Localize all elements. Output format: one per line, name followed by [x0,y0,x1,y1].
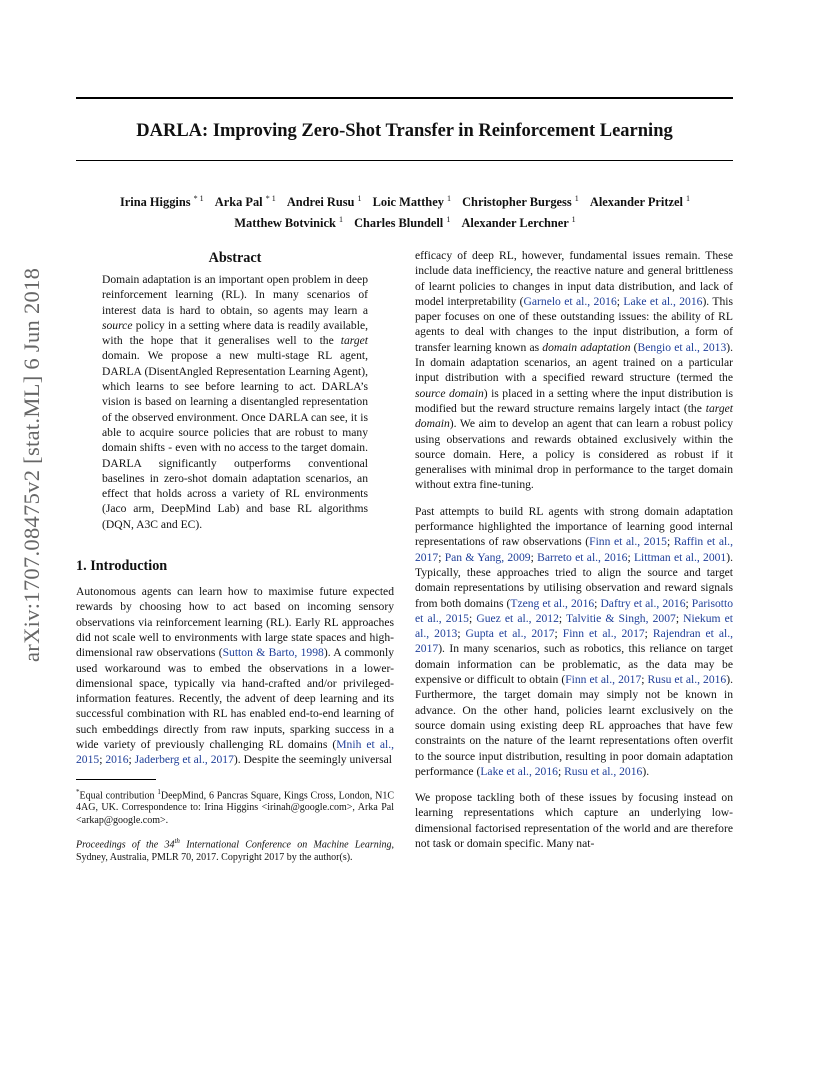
citation-link[interactable]: Rajendran et al., 2017 [415,627,734,656]
author: Matthew Botvinick $^1$ [234,215,343,231]
footnote-affiliation: *Equal contribution $^1$DeepMind, 6 Pancras Square, Kings Cross, London, N1C 4AG, UK. Correspondence to: Irina Higgins <irinah@google.com>, Arka Pal <arkap@google.com>. [76,787,394,826]
citation-link[interactable]: Rusu et al., 2016 [647,673,727,687]
footnote-rule [76,779,156,780]
author: Andrei Rusu $^1$ [286,194,362,210]
citation-link[interactable]: Barreto et al., 2016 [537,550,628,564]
citation-link[interactable]: Gupta et al., 2017 [465,627,555,641]
author: Charles Blundell $^1$ [354,215,451,231]
citation-link[interactable]: Pan & Yang, 2009 [444,550,531,564]
citation-link[interactable]: Mnih et al., 2015 [76,738,394,767]
arxiv-id-text: arXiv:1707.08475v2 [stat.ML] 6 Jun 2018 [19,267,44,662]
author: Loic Matthey $^1$ [372,194,451,210]
intro-paragraph: Autonomous agents can learn how to maximise future expected rewards by choosing how to act based on incoming sensory observations via reinforcement learning (RL). Early RL approaches did not scale well to environments with large state spaces and high-dimensional raw observations (Sutton & Barto, 1998). A commonly used workaround was to embed the observations in a lower-dimensional space, typically via hand-crafted and/or privileged-information features. Recently, the advent of deep learning and its successful combination with RL has enabled end-to-end learning of such embeddings directly from raw inputs, sparking success in a wide variety of previously challenging RL domains (Mnih et al., 2015; 2016; Jaderberg et al., 2017). Despite the seemingly universal [76,585,394,767]
abstract-text: Domain adaptation is an important open problem in deep reinforcement learning (RL). In many scenarios of interest data is hard to obtain, so agents may learn a source policy in a setting where data is readily available, with the hope that it generalises well to the target domain. We propose a new multi-stage RL agent, DARLA (DisentAngled Representation Learning Agent), which learns to see before learning to act. DARLA’s vision is based on learning a disentangled representation of the observed environment. Once DARLA can see, it is able to acquire source policies that are robust to many domain shifts - even with no access to the target domain. DARLA significantly outperforms conventional baselines in zero-shot domain adaptation scenarios, an effect that holds across a variety of RL environments (Jaco arm, DeepMind Lab) and base RL algorithms (DQN, A3C and EC). [102,273,368,531]
citation-link[interactable]: Rusu et al., 2016 [564,764,643,778]
body-paragraph: Past attempts to build RL agents with strong domain adaptation performance highlighted the importance of learning good internal representations of raw observations (Finn et al., 2015; Raffin et al., 2017; Pan & Yang, 2009; Barreto et al., 2016; Littman et al., 2001). Typically, these approaches tried to align the source and target domain representations by utilising observation and reward signals from both domains (Tzeng et al., 2016; Daftry et al., 2016; Parisotto et al., 2015; Guez et al., 2012; Talvitie & Singh, 2007; Niekum et al., 2013; Gupta et al., 2017; Finn et al., 2017; Rajendran et al., 2017). In many scenarios, such as robotics, this reliance on target domain information can be problematic, as the data may be expensive or difficult to obtain (Finn et al., 2017; Rusu et al., 2016). Furthermore, the target domain may simply not be known in advance. On the other hand, policies learnt exclusively on the source domain using existing deep RL approaches that have few constraints on the nature of the learnt representations often overfit to the source input distribution, resulting in poor domain adaptation performance (Lake et al., 2016; Rusu et al., 2016). [415,504,734,778]
paper-title: DARLA: Improving Zero-Shot Transfer in Reinforcement Learning [136,121,673,141]
right-column [415,248,733,862]
section-heading-introduction: 1. Introduction [76,558,168,575]
citation-link[interactable]: Finn et al., 2017 [565,673,642,687]
left-column [76,248,394,873]
citation-link[interactable]: Lake et al., 2016 [480,764,558,778]
title-rule-top [76,97,733,99]
author: Arka Pal $^{* 1}$ [214,194,276,210]
author-line-1 [60,190,750,211]
citation-link[interactable]: Littman et al., 2001 [633,550,727,564]
citation-link[interactable]: Parisotto et al., 2015 [415,596,734,625]
citation-link[interactable]: Tzeng et al., 2016 [510,596,595,610]
citation-link[interactable]: Finn et al., 2015 [589,535,667,549]
citation-link[interactable]: Finn et al., 2017 [562,627,645,641]
citation-link[interactable]: Bengio et al., 2013 [637,340,727,354]
citation-link[interactable]: Daftry et al., 2016 [600,596,686,610]
author: Irina Higgins $^{* 1}$ [119,194,204,210]
citation-link[interactable]: Sutton & Barto, 1998 [222,646,324,660]
citation-link[interactable]: Guez et al., 2012 [476,611,559,625]
author: Alexander Pritzel $^1$ [589,194,691,210]
citation-link[interactable]: 2016 [105,753,129,767]
author: Christopher Burgess $^1$ [462,194,579,210]
abstract-heading: Abstract [208,250,262,266]
citation-link[interactable]: Raffin et al., 2017 [415,535,733,564]
citation-link[interactable]: Talvitie & Singh, 2007 [566,611,676,625]
author-line-2 [60,211,750,232]
citation-link[interactable]: Jaderberg et al., 2017 [134,753,234,767]
citation-link[interactable]: Niekum et al., 2013 [415,611,734,641]
citation-link[interactable]: Lake et al., 2016 [623,294,703,308]
citation-link[interactable]: Garnelo et al., 2016 [523,294,617,308]
footnote-proceedings: Proceedings of the 34th International Conference on Machine Learning, Sydney, Australia, PMLR 70, 2017. Copyright 2017 by the author(s). [76,837,394,864]
title-rule-bottom [76,160,733,161]
body-paragraph: efficacy of deep RL, however, fundamental issues remain. These include data inefficiency, the reactive nature and general brittleness of learnt policies to changes in input data distribution, and lack of model interpretability (Garnelo et al., 2016; Lake et al., 2016). This paper focuses on one of these outstanding issues: the ability of RL agents to deal with changes to the input distribution, a form of transfer learning known as domain adaptation (Bengio et al., 2013). In domain adaptation scenarios, an agent trained on a particular input distribution with a specified reward structure (termed the source domain) is placed in a setting where the input distribution is modified but the reward structure remains largely intact (the target domain). We aim to develop an agent that can learn a robust policy using observations and rewards obtained exclusively within the source domain. Here, a policy is considered as robust if it generalises with minimal drop in performance to the target domain without extra fine-tuning. [415,249,734,492]
body-paragraph: We propose tackling both of these issues by focusing instead on learning representations which capture an underlying low-dimensional factorised representation of the world and are therefore not task or domain specific. Many nat- [415,791,733,850]
author-list [60,190,750,232]
author: Alexander Lerchner $^1$ [461,215,576,231]
